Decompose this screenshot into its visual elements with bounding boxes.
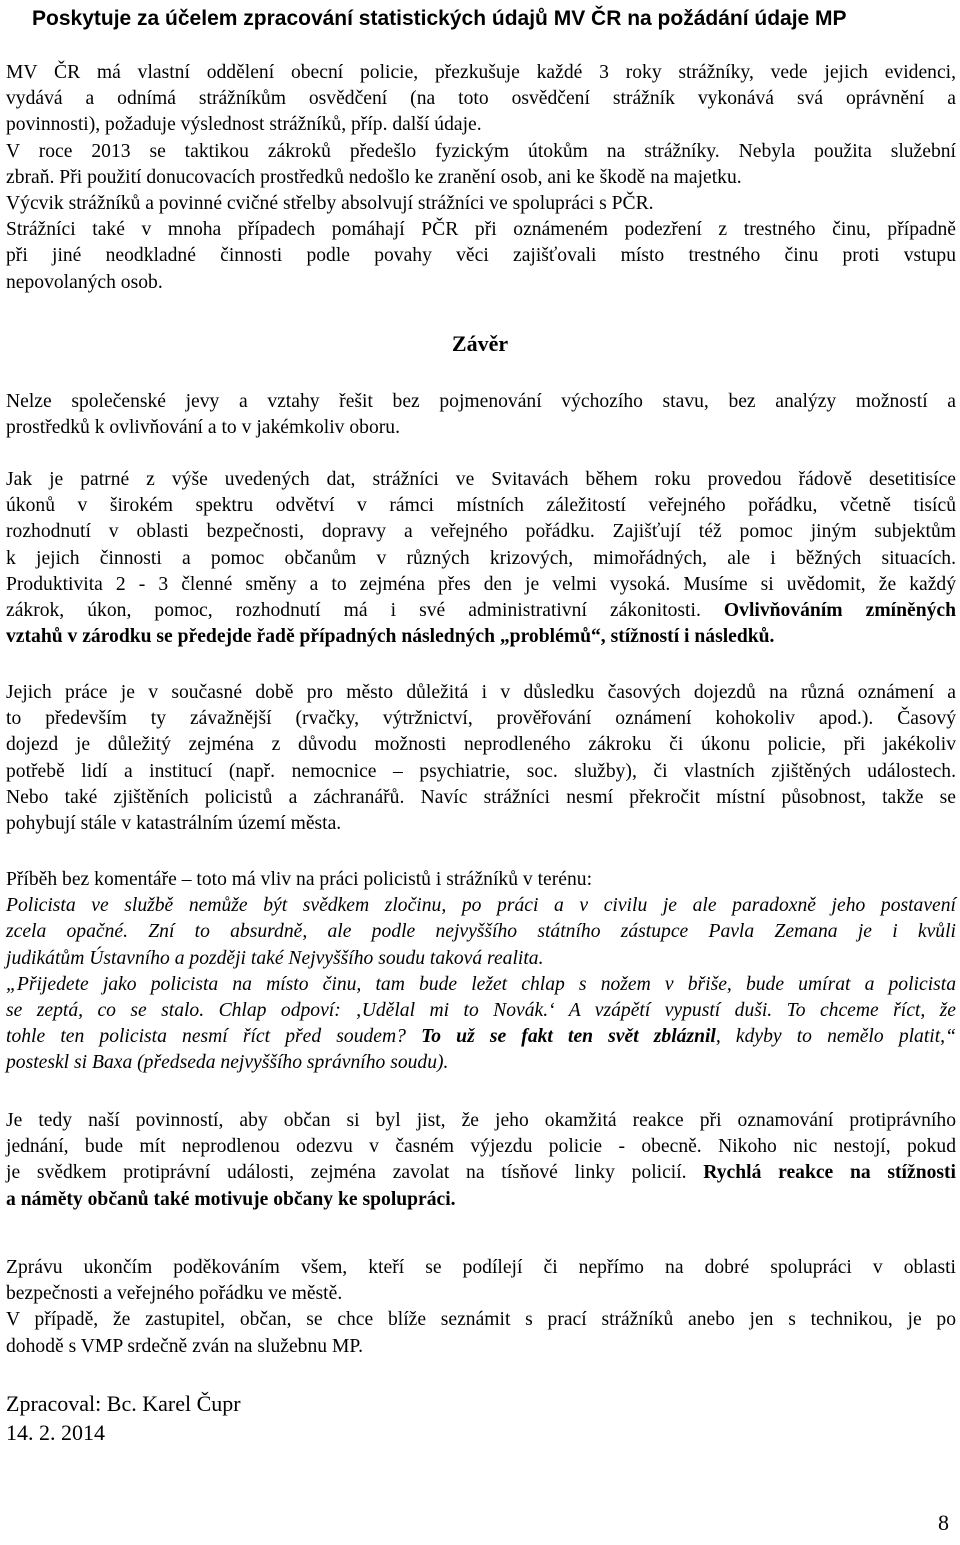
italic-text-line: Policista ve službě nemůže být svědkem zločinu, po práci a v civilu je ale paradoxně jeho postavení (6, 895, 956, 917)
text-line: to především ty závažnější (rvačky, výtržnictví, prověřování oznámení kohokoliv apod.). Časový (6, 708, 956, 730)
section-title: Závěr (451, 331, 509, 356)
italic-text-line (6, 1024, 956, 1050)
paragraph-4 (6, 867, 956, 1077)
document-date: 14. 2. 2014 (6, 1420, 105, 1445)
text-line: pohybují stále v katastrálním území města. (6, 813, 342, 835)
italic-text-line: se zeptá, co se stalo. Chlap odpoví: ‚Udělal mi to Novák.‘ A vzápětí vypustí duši. To chceme říct, že (6, 1000, 956, 1022)
page-number: 8 (938, 1510, 949, 1535)
text-line: Zprávu ukončím poděkováním všem, kteří se podílejí či nepřímo na dobré spolupráci v oblasti (6, 1257, 956, 1278)
text-line: V roce 2013 se taktikou zákroků předešlo fyzickým útokům na strážníky. Nebyla použita služební (6, 140, 956, 162)
bold-text: To už se fakt ten svět zbláznil (421, 1026, 716, 1048)
paragraph-1 (6, 389, 956, 441)
text-line: Nelze společenské jevy a vztahy řešit bez pojmenování výchozího stavu, bez analýzy možností a (6, 391, 956, 412)
text-line: Strážníci také v mnoha případech pomáhají PČR při oznámeném podezření z trestného činu, případně (6, 219, 956, 241)
text-line: MV ČR má vlastní oddělení obecní policie, přezkušuje každé 3 roky strážníky, vede jejich evidenci, (6, 62, 956, 83)
text-line: Jak je patrné z výše uvedených dat, strážníci ve Svitavách během roku provedou řádově desetitisíce (6, 469, 956, 490)
text-line: dojezd je důležitý zejména z důvodu možnosti neprodleného zákroku či úkonu policie, při jakékoliv (6, 734, 956, 756)
paragraph-6 (6, 1255, 956, 1360)
prepared-by: Zpracoval: Bc. Karel Čupr (6, 1391, 241, 1416)
text-line: zbraň. Při použití donucovacích prostředků nedošlo ke zranění osob, ani ke škodě na majetku. (6, 166, 742, 188)
page-heading: Poskytuje za účelem zpracování statistických údajů MV ČR na požádání údaje MP (32, 7, 847, 30)
text-line: prostředků k ovlivňování a to v jakémkoliv oboru. (6, 417, 400, 439)
text-line: bezpečnosti a veřejného pořádku ve městě. (6, 1283, 343, 1305)
bold-text: Rychlá reakce na stížnosti (703, 1162, 956, 1184)
italic-text-line: zcela opačné. Zní to absurdně, ale podle nejvyššího státního zástupce Pavla Zemana je i kvůli (6, 921, 956, 943)
italic-text-line: „Přijedete jako policista na místo činu, tam bude ležet chlap s nožem v břiše, bude umírat a policista (6, 973, 956, 995)
text-line: V případě, že zastupitel, občan, se chce blíže seznámit s prací strážníků anebo jen s technikou, je po (6, 1309, 956, 1331)
paragraph-5 (6, 1108, 956, 1213)
text-segment: zákrok, úkon, pomoc, rozhodnutí má i své administrativní zákonitosti. (6, 600, 701, 622)
text-line: Jejich práce je v současné době pro město důležitá i v důsledku časových dojezdů na různá oznámení a (6, 682, 956, 703)
text-line: vydává a odnímá strážníkům osvědčení (na toto osvědčení strážník vykonává svá oprávnění a (6, 88, 956, 110)
text-segment: , kdyby to nemělo platit,“ (715, 1026, 956, 1048)
text-line (6, 598, 956, 624)
text-segment: tohle ten policista nesmí říct před soudem? (6, 1026, 406, 1048)
paragraph-2 (6, 467, 956, 650)
text-line (6, 1160, 956, 1186)
text-line: Je tedy naší povinností, aby občan si byl jist, že jeho okamžitá reakce při oznamování protiprávního (6, 1110, 956, 1131)
text-line: při jiné neodkladné činnosti podle povahy věci zajišťovali místo trestného činu proti vstupu (6, 245, 956, 267)
text-line: potřebě lidí a institucí (např. nemocnice – psychiatrie, soc. služby), či vlastních zjištěných událostech. (6, 760, 956, 782)
text-line: Produktivita 2 - 3 členné směny a to zejména přes den je velmi vysoká. Musíme si uvědomit, že každý (6, 573, 956, 595)
bold-text: Ovlivňováním zmíněných (723, 600, 956, 622)
text-line: Výcvik strážníků a povinné cvičné střelby absolvují strážníci ve spolupráci s PČR. (6, 193, 654, 215)
text-line: Příběh bez komentáře – toto má vliv na práci policistů i strážníků v terénu: (6, 869, 593, 890)
text-line: dohodě s VMP srdečně zván na služebnu MP. (6, 1335, 363, 1357)
intro-paragraph (6, 60, 956, 296)
bold-text-line: a náměty občanů také motivuje občany ke spolupráci. (6, 1188, 456, 1210)
text-line: úkonů v širokém spektru odvětví v rámci místních záležitostí veřejného pořádku, včetně tisíců (6, 495, 956, 517)
text-line: k jejich činnosti a pomoc občanům v různých krizových, mimořádných, ale i běžných situacích. (6, 547, 956, 569)
text-line: Nebo také zjištěních policistů a záchranářů. Navíc strážníci nesmí překročit místní působnost, takže se (6, 786, 956, 808)
text-line: nepovolaných osob. (6, 271, 163, 293)
bold-text-line: vztahů v zárodku se předejde řadě případných následných „problémů“, stížností i následků. (6, 626, 775, 648)
paragraph-3 (6, 680, 956, 837)
italic-text-line: judikátům Ústavního a později také Nejvyššího soudu taková realita. (6, 947, 544, 969)
italic-text-line: posteskl si Baxa (předseda nejvyššího správního soudu). (6, 1052, 449, 1074)
text-line: jednání, bude mít neprodlenou odezvu v časném výjezdu policie - obecně. Nikoho nic nestojí, pokud (6, 1136, 956, 1158)
text-segment: je svědkem protiprávní události, zejména zavolat na tísňové linky policií. (6, 1162, 687, 1184)
text-line: povinnosti), požaduje výslednost strážníků, příp. další údaje. (6, 114, 482, 136)
text-line: rozhodnutí v oblasti bezpečnosti, dopravy a veřejného pořádku. Zajišťují též pomoc jiným subjektům (6, 521, 956, 543)
